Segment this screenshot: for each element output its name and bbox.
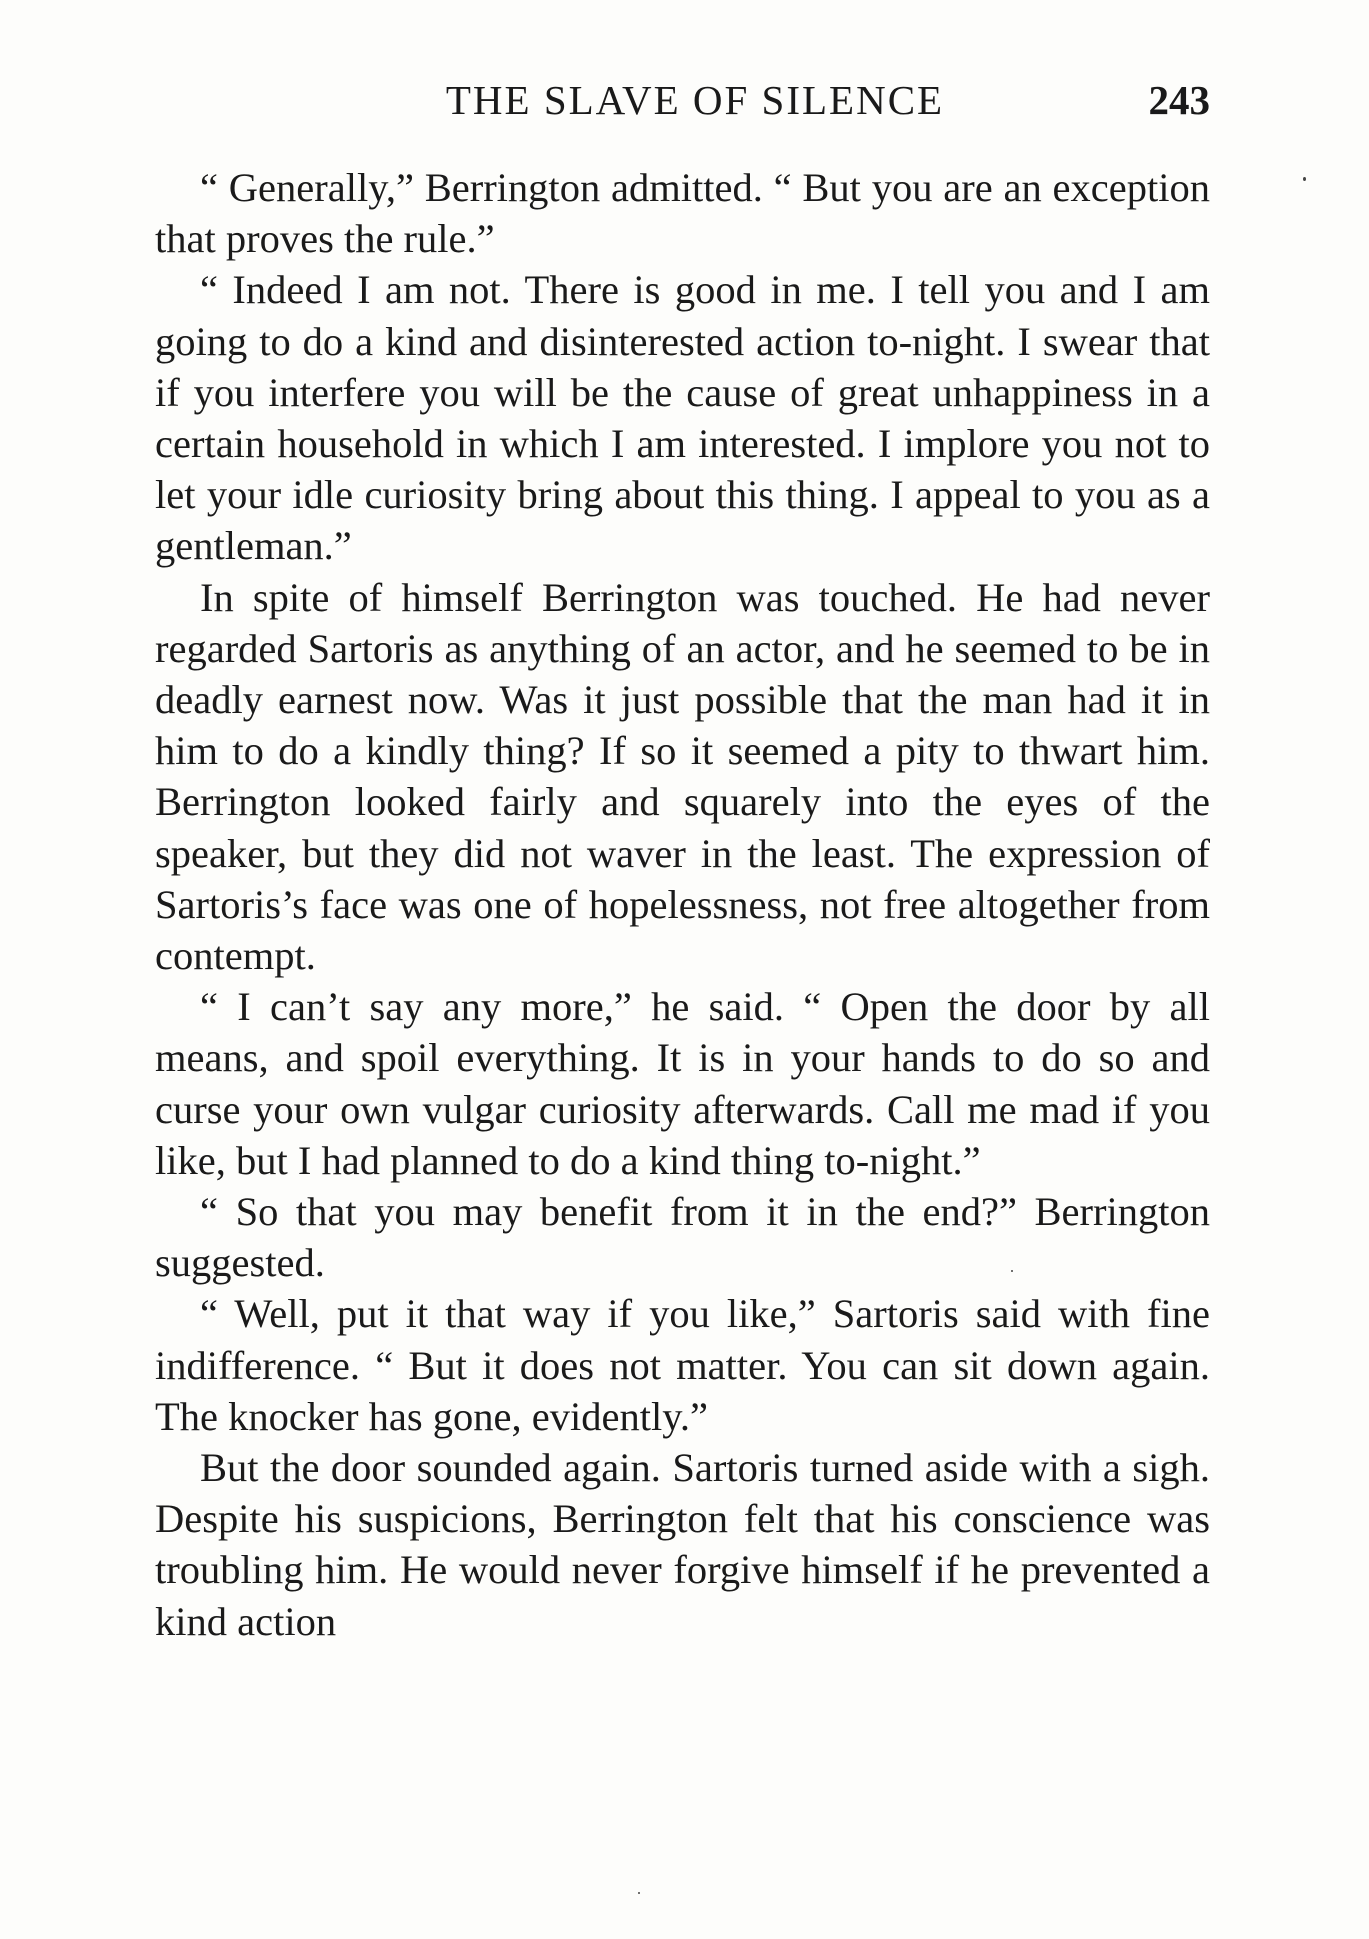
body-text (155, 162, 1210, 1647)
paragraph: But the door sounded again. Sartoris turned aside with a sigh. Despite his suspicions, Berrington felt that his conscience was troubling him. He would never forgive himself if he prevented a kind action (155, 1445, 1210, 1644)
page-number: 243 (1148, 77, 1210, 123)
paper-speck (638, 1892, 640, 1894)
paragraph: In spite of himself Berrington was touched. He had never regarded Sartoris as anything of an actor, and he seemed to be in deadly earnest now. Was it just possible that the man had it in him to do a kindly thing? If so it seemed a pity to thwart him. Berrington looked fairly and squarely into the eyes of the speaker, but they did not waver in the least. The expression of Sartoris’s face was one of hopelessness, not free altogether from contempt. (155, 574, 1210, 979)
paragraph: “ Indeed I am not. There is good in me. I tell you and I am going to do a kind and disinterested action to-night. I swear that if you interfere you will be the cause of great unhappiness in a certain household in which I am interested. I implore you not to let your idle curiosity bring about this thing. I appeal to you as a gentleman.” (155, 267, 1210, 569)
paragraph: “ So that you may benefit from it in the end?” Berrington suggested. (155, 1189, 1210, 1286)
paragraph: “ Generally,” Berrington admitted. “ But you are an exception that proves the rule.” (155, 165, 1210, 262)
paper-speck (1303, 177, 1306, 181)
paragraph: “ I can’t say any more,” he said. “ Open the door by all means, and spoil everything. It is in your hands to do so and curse your own vulgar curiosity afterwards. Call me mad if you like, but I had planned to do a kind thing to-night.” (155, 984, 1210, 1183)
paper-speck (1011, 1270, 1013, 1272)
page-header (155, 70, 1210, 130)
paragraph: “ Well, put it that way if you like,” Sartoris said with fine indifference. “ But it does not matter. You can sit down again. The knocker has gone, evidently.” (155, 1291, 1210, 1439)
running-head: THE SLAVE OF SILENCE (445, 77, 945, 123)
